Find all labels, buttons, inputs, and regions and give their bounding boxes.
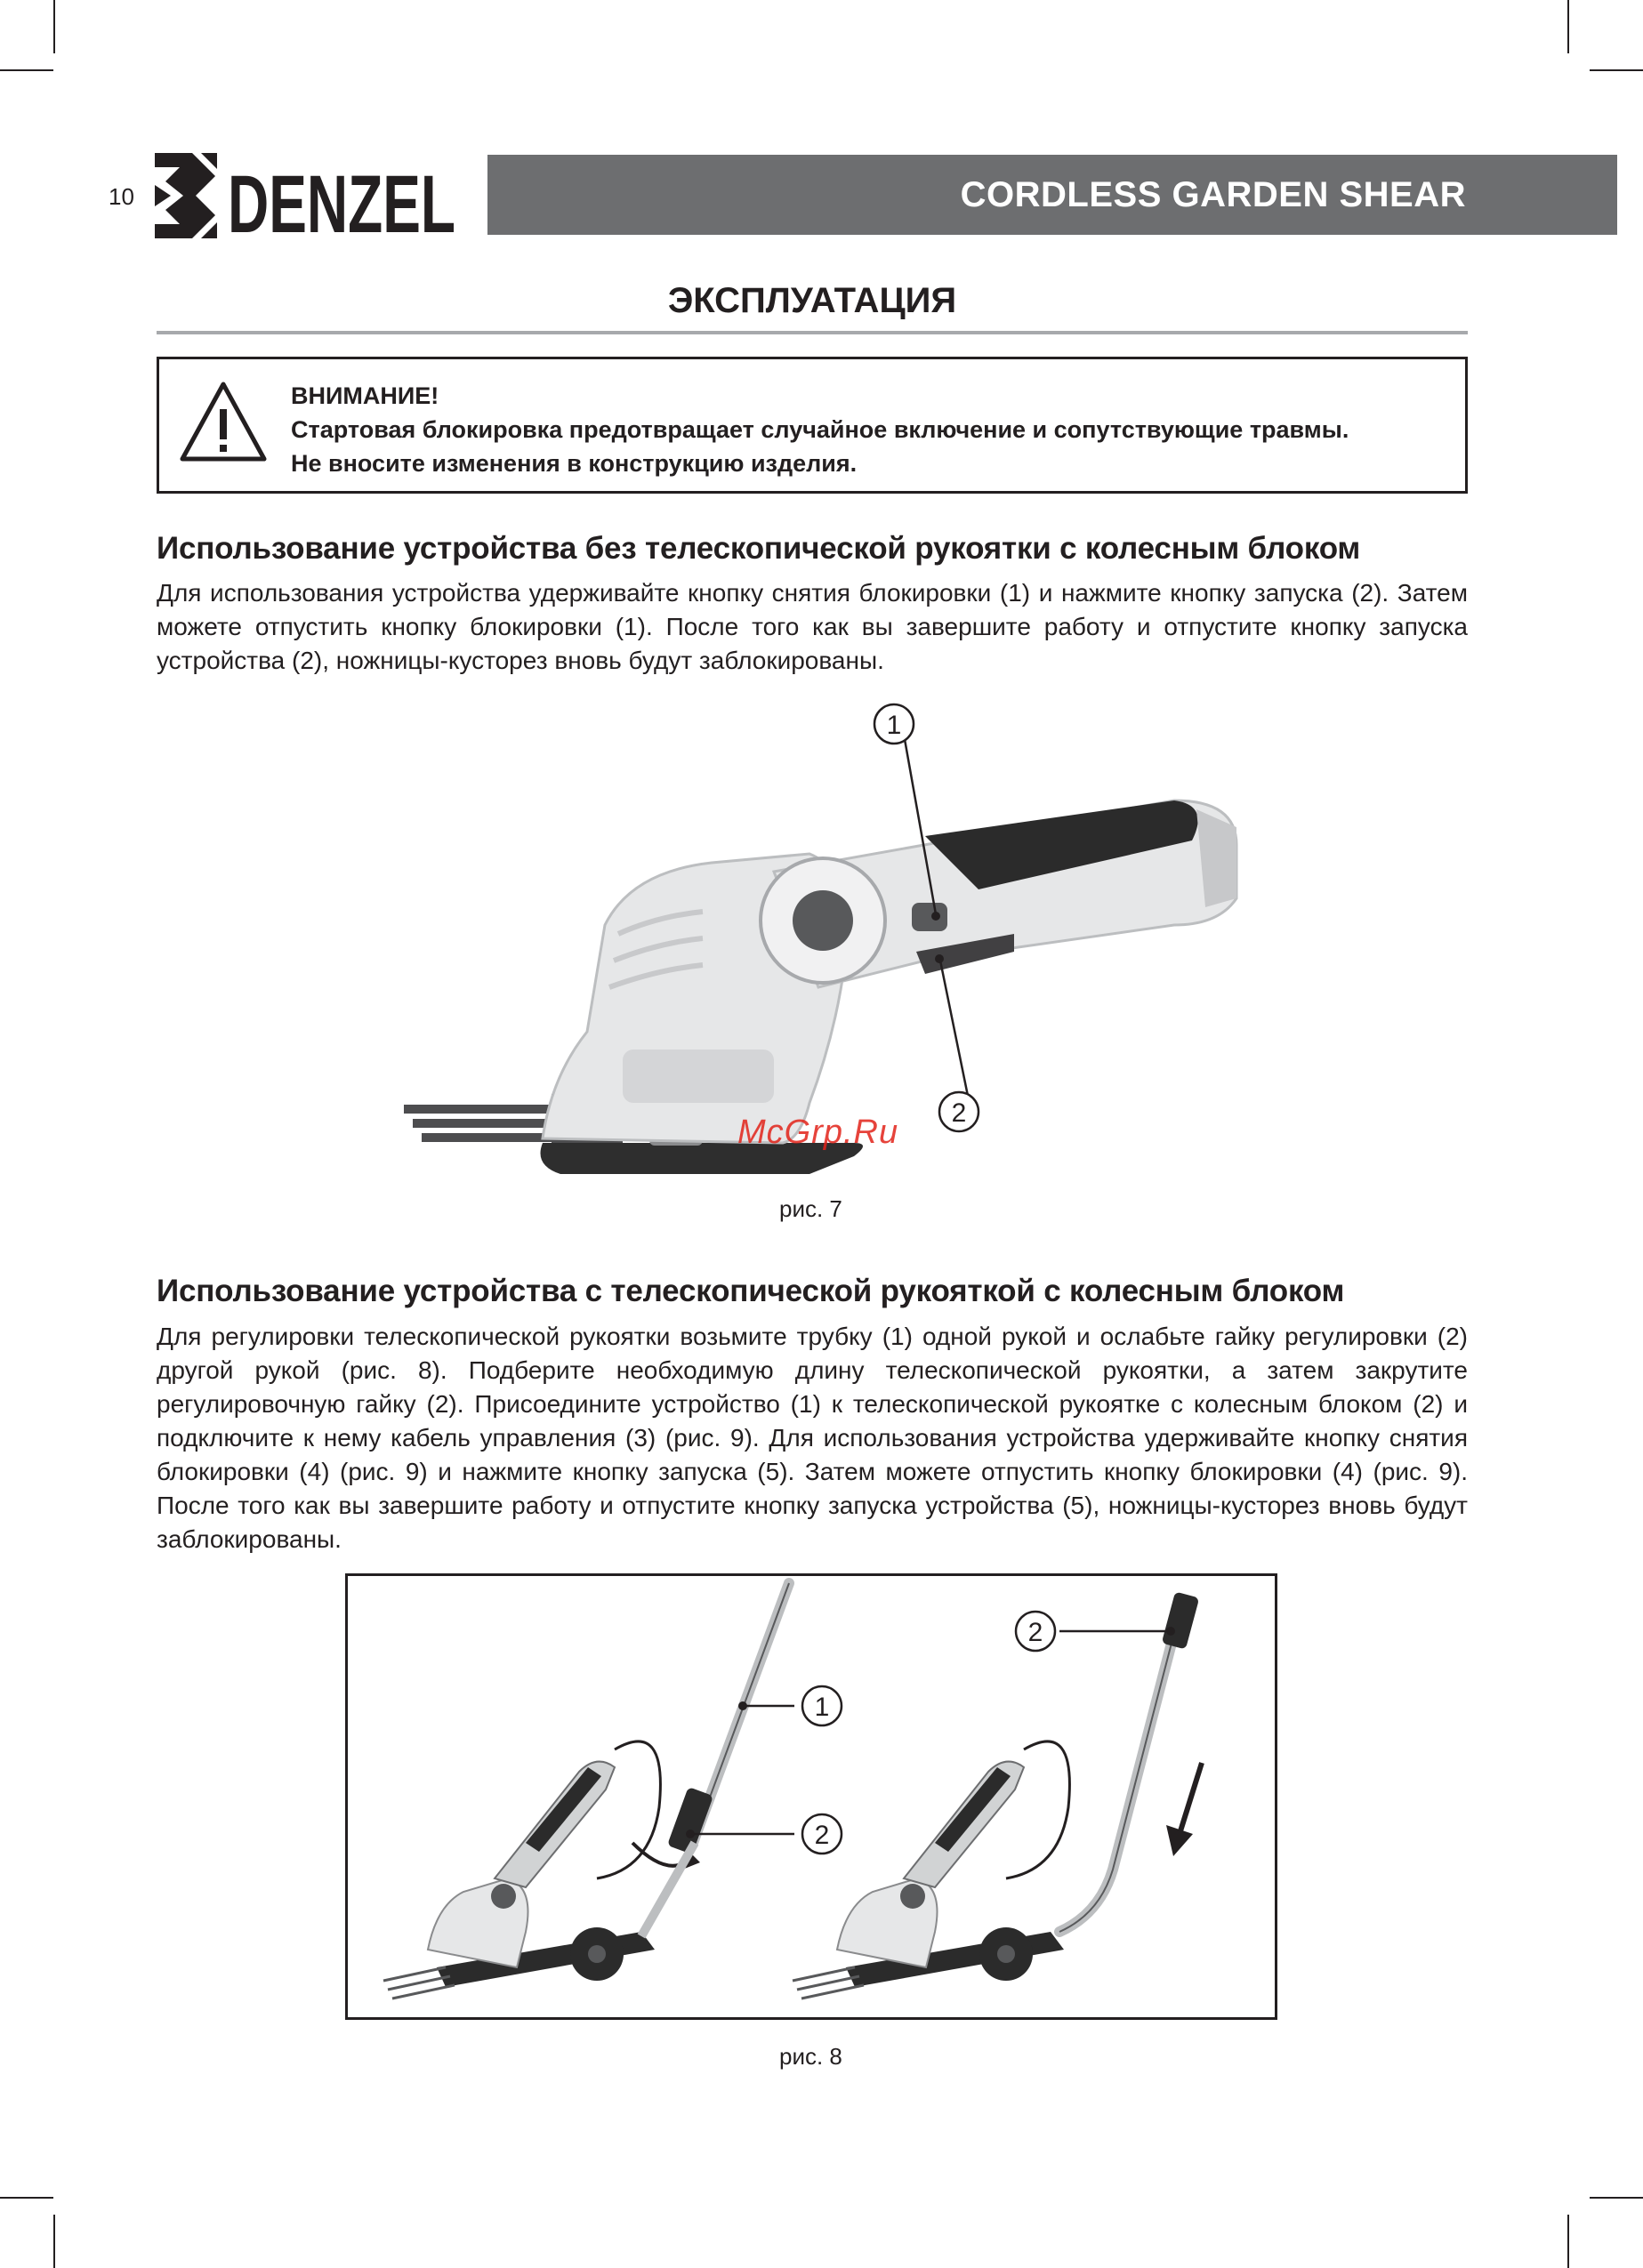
crop-mark bbox=[53, 2215, 55, 2268]
crop-mark bbox=[1567, 2215, 1569, 2268]
watermark: McGrp.Ru bbox=[737, 1114, 899, 1151]
section-title: ЭКСПЛУАТАЦИЯ bbox=[667, 281, 957, 320]
header-bar bbox=[487, 155, 1617, 235]
brand-text: DENZEL bbox=[228, 159, 455, 250]
left-assembly bbox=[383, 1583, 794, 1999]
warning-line-2: Не вносите изменения в конструкцию изделия. bbox=[291, 450, 858, 477]
crop-mark bbox=[1567, 0, 1569, 53]
callout-left-1 bbox=[802, 1686, 842, 1725]
figure-8-telescopic-handle bbox=[345, 1573, 1277, 2020]
page-number: 10 bbox=[109, 183, 134, 210]
callout-right-2-label: 2 bbox=[1027, 1618, 1043, 1647]
warning-heading: ВНИМАНИЕ! bbox=[291, 382, 439, 409]
product-title: CORDLESS GARDEN SHEAR bbox=[960, 174, 1466, 214]
callout-right-2 bbox=[1016, 1612, 1055, 1651]
crop-mark bbox=[1590, 69, 1643, 71]
crop-mark bbox=[53, 0, 55, 53]
section2-text: Для регулировки телескопической рукоятки возьмите трубку (1) одной рукой и ослабьте гайку регулировки (2) другой рукой (рис. 8). Подберите необходимую длину телескопической рукоятки, а затем закрутите регулировочную гайку (2). Присоедините устройство (1) к телескопической рукоятке с колесным блоком (2) и подключите к нему кабель управления (3) (рис. 9). Для использования устройства удерживайте кнопку снятия блокировки (4) (рис. 9) и нажмите кнопку запуска (5). Затем можете отпустить кнопку блокировки (4) (рис. 9). После того как вы завершите работу и отпустите кнопку запуска устройства (5), ножницы-кусторез вновь будут заблокированы. bbox=[157, 1323, 1468, 1553]
crop-mark bbox=[0, 2197, 53, 2199]
denzel-logo bbox=[153, 149, 464, 250]
warning-box bbox=[157, 357, 1468, 494]
right-assembly bbox=[793, 1591, 1202, 1999]
lock-release-button bbox=[912, 903, 947, 931]
section1-heading: Использование устройства без телескопической рукоятки с колесным блоком bbox=[157, 531, 1361, 566]
figure-7-garden-shear bbox=[391, 694, 1281, 1174]
title-divider bbox=[157, 331, 1468, 334]
callout-left-2 bbox=[802, 1814, 842, 1854]
callout-left-2-label: 2 bbox=[814, 1821, 830, 1850]
crop-mark bbox=[1590, 2197, 1643, 2199]
warning-triangle-icon bbox=[179, 381, 268, 462]
section1-text: Для использования устройства удерживайте кнопку снятия блокировки (1) и нажмите кнопку запуска (2). Затем можете отпустить кнопку блокировки (1). После того как вы завершите работу и отпустите кнопку запуска устройства (2), ножницы-кусторез вновь будут заблокированы. bbox=[157, 579, 1468, 674]
callout-left-1-label: 1 bbox=[814, 1693, 830, 1722]
callout-2 bbox=[939, 1092, 979, 1131]
section2-heading: Использование устройства с телескопической рукояткой с колесным блоком bbox=[157, 1274, 1345, 1308]
warning-text bbox=[291, 379, 1349, 480]
callout-1 bbox=[874, 704, 914, 744]
figure-7-caption: рис. 7 bbox=[779, 1195, 842, 1222]
warning-line-1: Стартовая блокировка предотвращает случайное включение и сопутствующие травмы. bbox=[291, 416, 1349, 443]
figure-8-caption: рис. 8 bbox=[779, 2043, 842, 2070]
callout-1-label: 1 bbox=[886, 711, 902, 740]
crop-mark bbox=[0, 69, 53, 71]
callout-2-label: 2 bbox=[951, 1098, 967, 1128]
